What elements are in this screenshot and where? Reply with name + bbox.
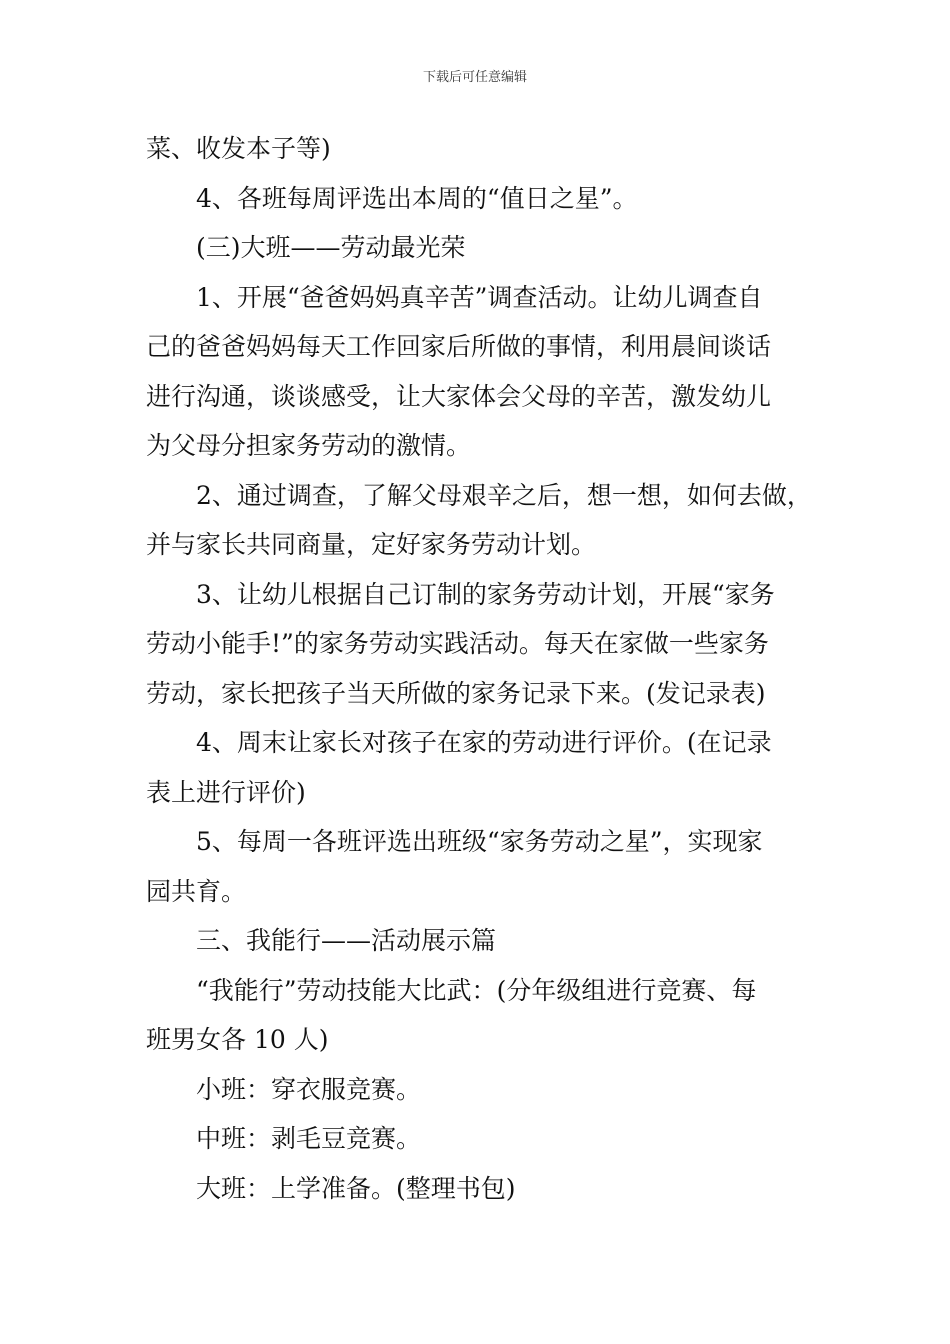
text-line: 大班：上学准备。(整理书包) (196, 1173, 516, 1203)
text-line: 5、每周一各班评选出班级“家务劳动之星”，实现家 (196, 827, 763, 856)
section-heading: (三)大班——劳动最光荣 (196, 233, 466, 262)
text-line: 菜、收发本子等) (146, 134, 331, 163)
text-line: 班男女各 10 人) (146, 1025, 329, 1054)
text-line: 为父母分担家务劳动的激情。 (146, 431, 472, 460)
text-line: 1、开展“爸爸妈妈真辛苦”调查活动。让幼儿调查自 (196, 282, 763, 312)
text-line: 己的爸爸妈妈每天工作回家后所做的事情，利用晨间谈话 (146, 332, 772, 361)
text-line: 4、周末让家长对孩子在家的劳动进行评价。(在记录 (196, 728, 772, 757)
section-heading: 三、我能行——活动展示篇 (196, 926, 497, 955)
text-line: 中班：剥毛豆竞赛。 (196, 1124, 422, 1153)
text-line: 表上进行评价) (146, 777, 306, 807)
text-line: 进行沟通，谈谈感受，让大家体会父母的辛苦，激发幼儿 (146, 381, 772, 411)
document-body (146, 124, 812, 1213)
text-line: 4、各班每周评选出本周的“值日之星”。 (196, 183, 638, 213)
page-header: 下载后可任意编辑 (422, 70, 527, 85)
text-line: 园共育。 (146, 876, 247, 906)
text-line: 并与家长共同商量，定好家务劳动计划。 (146, 530, 597, 559)
text-line: 劳动，家长把孩子当天所做的家务记录下来。(发记录表) (146, 678, 766, 708)
text-line: “我能行”劳动技能大比武：(分年级组进行竞赛、每 (196, 975, 757, 1005)
text-line: 小班：穿衣服竞赛。 (196, 1074, 422, 1104)
text-line: 3、让幼儿根据自己订制的家务劳动计划，开展“家务 (196, 579, 775, 609)
text-line: 2、通过调查，了解父母艰辛之后，想一想，如何去做， (196, 480, 812, 510)
text-line: 劳动小能手!”的家务劳动实践活动。每天在家做一些家务 (146, 629, 769, 658)
